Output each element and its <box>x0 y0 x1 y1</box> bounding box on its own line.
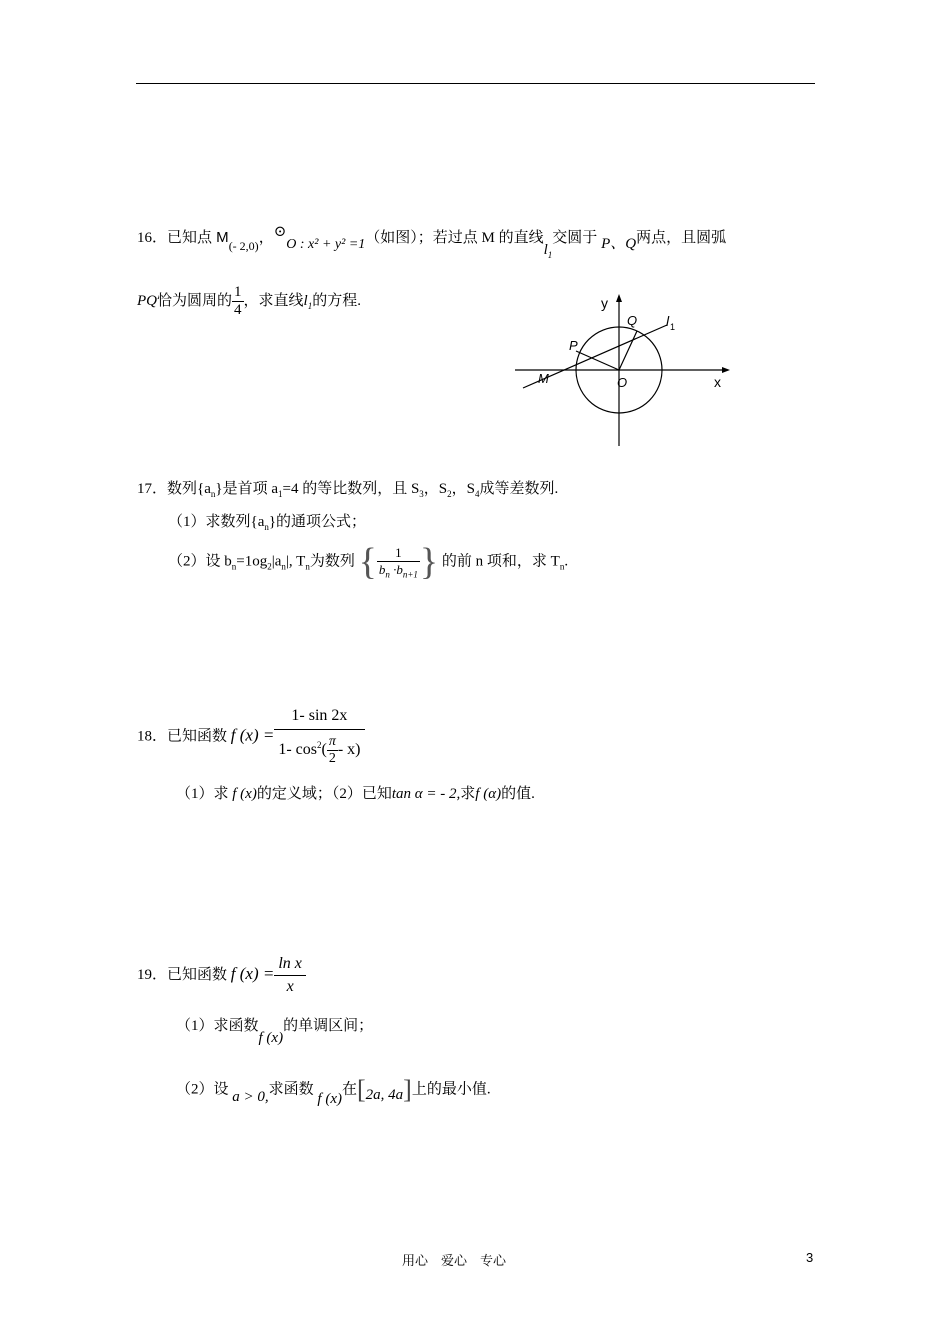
label-q: Q <box>627 313 638 328</box>
segment-oq <box>619 331 637 370</box>
label-l: l <box>666 313 670 329</box>
left-brace: { <box>358 541 377 583</box>
q16-point: (- 2,0) <box>228 239 259 253</box>
label-p: P <box>569 338 578 353</box>
label-o: O <box>617 375 628 390</box>
q18-part1: （1）求 f (x)的定义域；（2）已知tan α = - 2,求f (α)的值. <box>176 786 535 802</box>
q16-line-l: $l_1$ <box>543 242 553 260</box>
q17-line1: 17．数列$\{a_n\}$是首项 $a_1=4$ 的等比数列，且 $S_3$，$S_2$，$S_4$成等差数列. <box>137 481 559 499</box>
q17-part1: （1）求数列$\{a_n\}$的通项公式； <box>168 514 367 532</box>
q19-fx: f (x) = <box>230 963 275 983</box>
q19-interval: 2a, 4a <box>365 1087 404 1104</box>
page-number: 3 <box>806 1250 814 1265</box>
q16-line-l-2: $l_1$ <box>303 292 313 311</box>
q19-number: 19． <box>137 966 168 983</box>
q19-line1 <box>137 955 306 996</box>
q17-t6: 成等差数列. <box>479 481 559 497</box>
q16-circle-equation: O : x² + y² =1 <box>286 237 366 252</box>
q18-line1 <box>137 707 365 767</box>
q17-t1: 数列{a <box>167 481 211 497</box>
q17-t3: =4 的等比数列，且 S <box>282 481 420 497</box>
q16-text-3: 交圆于 <box>552 230 598 246</box>
x-axis-arrow <box>722 367 730 373</box>
y-axis-arrow <box>616 294 622 302</box>
q16-text-5: 恰为圆周的 <box>157 292 233 309</box>
q19-part2: （2）设 a > 0,求函数 f (x)在[2a, 4a]上的最小值. <box>176 1075 491 1108</box>
q16-points-pq: P、Q <box>601 236 637 252</box>
q16-fraction: $\frac{1}{4}$ <box>234 284 242 318</box>
q17-set-fraction: $\frac{1}{b_n \cdot b_{n+1}}$ <box>378 544 418 580</box>
footer-text: 用心 爱心 专心 <box>402 1253 507 1268</box>
segment-op <box>576 351 619 370</box>
q16-line1 <box>137 224 727 260</box>
q19-fraction: $\frac{\text{ln x}}{x}$ <box>274 955 306 996</box>
q16-arc-pq: PQ <box>137 292 157 309</box>
q17-part2: （2）设 $b_n=1og_2|a_n|$, $T_n$为数列 { $\frac{1}{b_n \cdot b_{n+1}}$ } 的前 n 项和，求 $T_n$. <box>168 541 569 583</box>
q16-circle-symbol: ⊙ <box>273 224 287 240</box>
q19-part1: （1）求函数f (x)的单调区间； <box>176 1018 374 1046</box>
right-brace: } <box>419 541 439 583</box>
q16-line2 <box>137 284 361 319</box>
q16-text-2: （如图）；若过点 M 的直线 <box>365 230 544 246</box>
q18-fraction: 1- sin 2x 1- $\cos^2$( $\frac{\pi}{2}$ - x) <box>274 707 364 767</box>
q17-number: 17． <box>137 481 168 497</box>
right-bracket: ] <box>403 1075 412 1104</box>
q16-figure <box>505 290 745 450</box>
header-rule <box>136 83 815 84</box>
q18-fx: f (x) = <box>230 725 275 745</box>
q19-t1: 已知函数 <box>167 966 228 983</box>
label-x: x <box>714 374 721 390</box>
left-bracket: [ <box>357 1075 366 1104</box>
q18-number: 18． <box>137 728 168 745</box>
q17-t2: }是首项 a <box>215 481 278 497</box>
label-l-sub: 1 <box>670 322 676 332</box>
q16-number: 16． <box>137 230 168 246</box>
q16-text-7: 的方程. <box>312 292 361 309</box>
q16-comma: ， <box>258 230 274 246</box>
label-m: M <box>538 371 549 386</box>
q16-text-1: 已知点 M <box>167 229 229 246</box>
q18-t1: 已知函数 <box>167 728 228 745</box>
q16-text-4: 两点，且圆弧 <box>636 230 727 246</box>
label-y: y <box>601 295 608 311</box>
q16-text-6: ，求直线 <box>243 292 304 309</box>
